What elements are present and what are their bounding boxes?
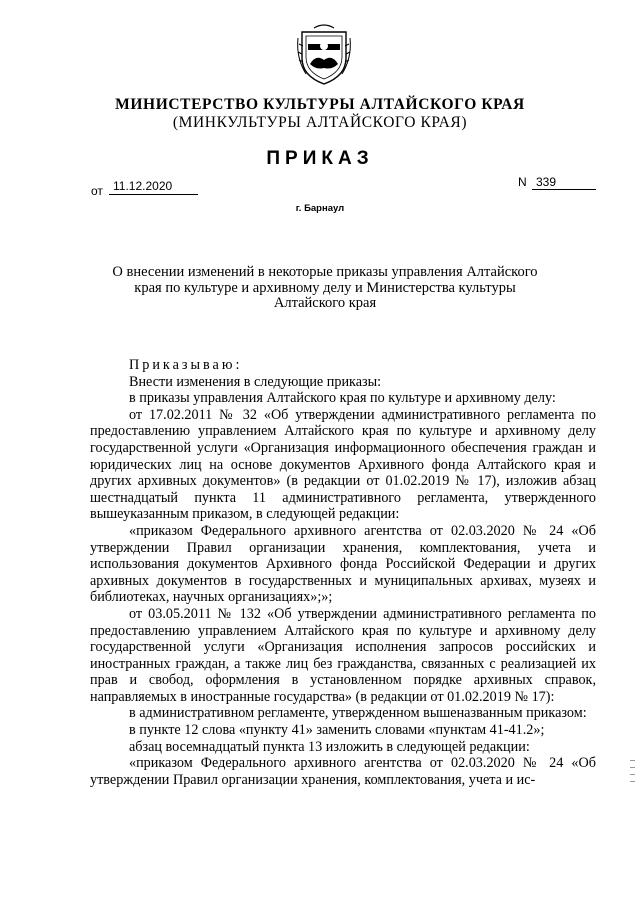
document-date: 11.12.2020	[109, 179, 198, 195]
body-paragraph: Приказываю:	[129, 357, 243, 373]
body-paragraph: в приказы управления Алтайского края по культуре и архивному делу:	[129, 390, 556, 407]
city-name: г. Барнаул	[295, 203, 345, 214]
ministry-name: МИНИСТЕРСТВО КУЛЬТУРЫ АЛТАЙСКОГО КРАЯ	[115, 96, 525, 113]
body-paragraph: «приказом Федерального архивного агентства от 02.03.2020 № 24 «Об утверждении Правил организации хранения, комплектования, учета и ис-	[90, 755, 596, 788]
document-subject: О внесении изменений в некоторые приказы управления Алтайского края по культуре и архивному делу и Министерства культуры Алтайского края	[112, 264, 538, 311]
coat-of-arms-icon	[296, 24, 352, 86]
body-paragraph: абзац восемнадцатый пункта 13 изложить в следующей редакции:	[129, 738, 530, 755]
scan-margin-marks	[630, 760, 636, 810]
ministry-short-name: (МИНКУЛЬТУРЫ АЛТАЙСКОГО КРАЯ)	[172, 114, 468, 131]
body-paragraph: в пункте 12 слова «пункту 41» заменить словами «пунктам 41-41.2»;	[129, 722, 545, 739]
body-paragraph: Внести изменения в следующие приказы:	[129, 373, 382, 390]
body-paragraph: в административном регламенте, утвержденном вышеназванным приказом:	[129, 705, 587, 722]
document-number: 339	[532, 175, 596, 190]
document-body	[90, 357, 596, 788]
date-label: от	[91, 184, 103, 198]
body-paragraph: от 03.05.2011 № 132 «Об утверждении административного регламента по предоставлению управлением Алтайского края по культуре и архивному делу государственной услуги «Организация исполнения запросов российских и иностранных граждан, а также лиц без гражданства, связанных с реализацией их прав и свобод, оформления в установленном порядке архивных справок, направляемых в иностранные государства» (в редакции от 01.02.2019 № 17):	[90, 605, 596, 705]
number-label: N	[518, 175, 527, 189]
body-paragraph: «приказом Федерального архивного агентства от 02.03.2020 № 24 «Об утверждении Правил организации хранения, комплектования, учета и использования документов Архивного фонда Российской Федерации и других архивных документов в государственных и муниципальных архивах, музеях и библиотеках, научных организациях»;»;	[90, 522, 596, 606]
document-type-title: ПРИКАЗ	[266, 148, 374, 169]
body-paragraph: от 17.02.2011 № 32 «Об утверждении административного регламента по предоставлению управлением Алтайского края по культуре и архивному делу государственной услуги «Организация информационного обеспечения граждан и юридических лиц на основе документов Архивного фонда Алтайского края и других архивных документов» (в редакции от 01.02.2019 № 17), изложив абзац шестнадцатый пункта 11 административного регламента, утвержденного вышеуказанным приказом, в следующей редакции:	[90, 406, 596, 523]
